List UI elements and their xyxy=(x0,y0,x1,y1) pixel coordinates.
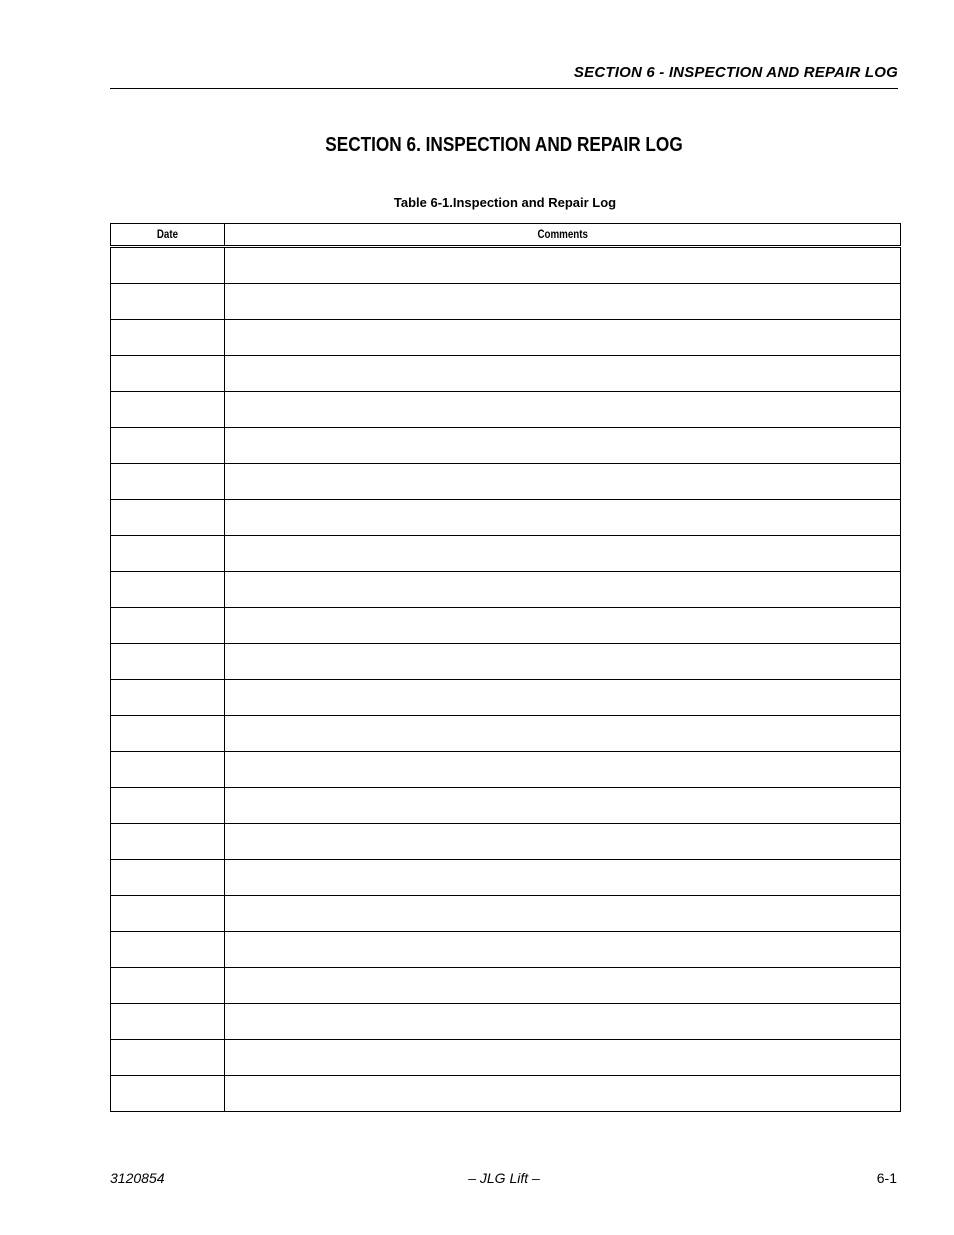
comments-cell[interactable] xyxy=(225,536,901,572)
date-cell[interactable] xyxy=(111,1076,225,1112)
table-row xyxy=(111,824,901,860)
comments-cell[interactable] xyxy=(225,500,901,536)
date-cell[interactable] xyxy=(111,752,225,788)
date-cell[interactable] xyxy=(111,896,225,932)
comments-column-header: Comments xyxy=(225,224,901,247)
table-row xyxy=(111,284,901,320)
table-row xyxy=(111,500,901,536)
comments-cell[interactable] xyxy=(225,860,901,896)
comments-cell[interactable] xyxy=(225,752,901,788)
date-cell[interactable] xyxy=(111,1040,225,1076)
comments-cell[interactable] xyxy=(225,968,901,1004)
comments-cell[interactable] xyxy=(225,716,901,752)
comments-cell[interactable] xyxy=(225,392,901,428)
table-body xyxy=(111,247,901,1112)
table-row xyxy=(111,608,901,644)
doc-number: 3120854 xyxy=(110,1170,165,1186)
date-column-header: Date xyxy=(111,224,225,247)
inspection-repair-log-table xyxy=(110,223,901,1112)
date-cell[interactable] xyxy=(111,860,225,896)
comments-cell[interactable] xyxy=(225,680,901,716)
comments-cell[interactable] xyxy=(225,644,901,680)
date-cell[interactable] xyxy=(111,320,225,356)
date-cell[interactable] xyxy=(111,644,225,680)
date-cell[interactable] xyxy=(111,464,225,500)
table-row xyxy=(111,536,901,572)
comments-cell[interactable] xyxy=(225,247,901,284)
table-row xyxy=(111,752,901,788)
footer-brand: – JLG Lift – xyxy=(468,1170,540,1186)
date-cell[interactable] xyxy=(111,680,225,716)
date-cell[interactable] xyxy=(111,608,225,644)
table-header-row xyxy=(111,224,901,247)
table-row xyxy=(111,644,901,680)
comments-cell[interactable] xyxy=(225,464,901,500)
date-cell[interactable] xyxy=(111,428,225,464)
section-title: SECTION 6. INSPECTION AND REPAIR LOG xyxy=(325,134,683,156)
running-header: SECTION 6 - INSPECTION AND REPAIR LOG xyxy=(573,64,898,81)
comments-cell[interactable] xyxy=(225,896,901,932)
page-number: 6-1 xyxy=(876,1170,897,1186)
comments-cell[interactable] xyxy=(225,932,901,968)
date-cell[interactable] xyxy=(111,247,225,284)
comments-cell[interactable] xyxy=(225,572,901,608)
comments-cell[interactable] xyxy=(225,824,901,860)
table-row xyxy=(111,932,901,968)
table-row xyxy=(111,896,901,932)
table-row xyxy=(111,860,901,896)
date-cell[interactable] xyxy=(111,284,225,320)
table-row xyxy=(111,320,901,356)
comments-cell[interactable] xyxy=(225,608,901,644)
date-cell[interactable] xyxy=(111,824,225,860)
comments-cell[interactable] xyxy=(225,428,901,464)
header-rule xyxy=(110,88,898,89)
comments-cell[interactable] xyxy=(225,1076,901,1112)
date-cell[interactable] xyxy=(111,968,225,1004)
comments-cell[interactable] xyxy=(225,320,901,356)
table-row xyxy=(111,428,901,464)
date-cell[interactable] xyxy=(111,716,225,752)
date-cell[interactable] xyxy=(111,788,225,824)
table-row xyxy=(111,968,901,1004)
date-cell[interactable] xyxy=(111,536,225,572)
comments-cell[interactable] xyxy=(225,356,901,392)
comments-cell[interactable] xyxy=(225,284,901,320)
date-cell[interactable] xyxy=(111,392,225,428)
table-row xyxy=(111,1040,901,1076)
date-cell[interactable] xyxy=(111,932,225,968)
comments-cell[interactable] xyxy=(225,1004,901,1040)
comments-cell[interactable] xyxy=(225,1040,901,1076)
table-row xyxy=(111,464,901,500)
table-row xyxy=(111,680,901,716)
comments-cell[interactable] xyxy=(225,788,901,824)
table-row xyxy=(111,716,901,752)
table-row xyxy=(111,1076,901,1112)
table-caption: Table 6-1.Inspection and Repair Log xyxy=(393,195,617,210)
table-row xyxy=(111,572,901,608)
table-row xyxy=(111,788,901,824)
table-row xyxy=(111,1004,901,1040)
date-cell[interactable] xyxy=(111,500,225,536)
table-row xyxy=(111,392,901,428)
table-row xyxy=(111,247,901,284)
table-row xyxy=(111,356,901,392)
date-cell[interactable] xyxy=(111,1004,225,1040)
date-cell[interactable] xyxy=(111,572,225,608)
date-cell[interactable] xyxy=(111,356,225,392)
